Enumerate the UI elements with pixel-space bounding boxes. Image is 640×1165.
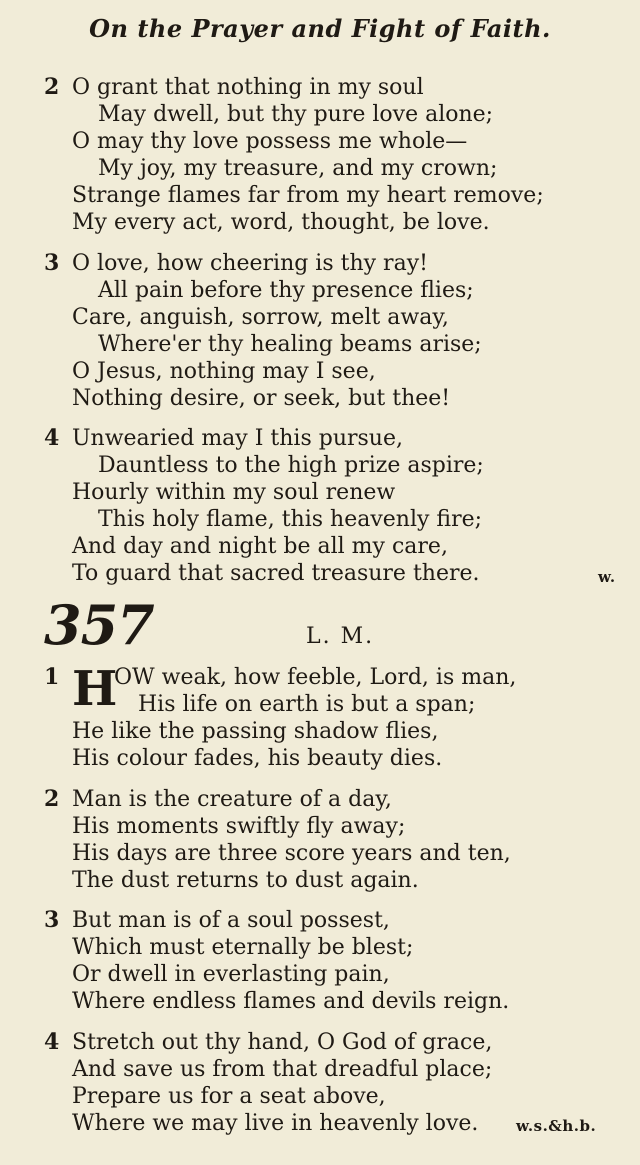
running-header: On the Prayer and Fight of Faith. xyxy=(89,14,551,43)
verse-line: To guard that sacred treasure there. xyxy=(72,561,480,586)
verse-line: Or dwell in everlasting pain, xyxy=(72,962,390,987)
verse-line: OW weak, how feeble, Lord, is man, xyxy=(114,665,517,690)
verse-line: This holy flame, this heavenly fire; xyxy=(98,507,483,532)
verse-line: Prepare us for a seat above, xyxy=(72,1084,386,1109)
stanza-number: 3 xyxy=(44,907,60,933)
verse-line: But man is of a soul possest, xyxy=(72,908,390,933)
verse-line: All pain before thy presence flies; xyxy=(98,278,474,303)
verse-line: Where we may live in heavenly love. xyxy=(72,1111,479,1136)
verse-line: Where endless flames and devils reign. xyxy=(72,989,510,1014)
verse-line: The dust returns to dust again. xyxy=(72,868,419,893)
verse-line: O love, how cheering is thy ray! xyxy=(72,251,428,276)
stanza-number: 4 xyxy=(44,1029,60,1055)
drop-cap: H xyxy=(72,661,118,717)
stanza-number: 3 xyxy=(44,250,60,276)
stanza-number: 1 xyxy=(44,664,60,690)
verse-line: O grant that nothing in my soul xyxy=(72,75,424,100)
stanza-357-3 xyxy=(44,907,634,1015)
verse-line: May dwell, but thy pure love alone; xyxy=(98,102,494,127)
verse-line: Strange flames far from my heart remove; xyxy=(72,183,544,208)
verse-line: Dauntless to the high prize aspire; xyxy=(98,453,484,478)
author-attribution: w. xyxy=(598,568,616,586)
verse-line: Man is the creature of a day, xyxy=(72,787,392,812)
verse-line: Unwearied may I this pursue, xyxy=(72,426,403,451)
verse-line: His days are three score years and ten, xyxy=(72,841,511,866)
author-attribution: w.s.&h.b. xyxy=(516,1117,597,1135)
verse-line: O Jesus, nothing may I see, xyxy=(72,359,376,384)
verse-line: Care, anguish, sorrow, melt away, xyxy=(72,305,449,330)
verse-line: Hourly within my soul renew xyxy=(72,480,396,505)
verse-line: My joy, my treasure, and my crown; xyxy=(98,156,498,181)
stanza-357-1 xyxy=(44,661,634,772)
stanza-357-2 xyxy=(44,786,634,894)
verse-line: His colour fades, his beauty dies. xyxy=(72,746,443,771)
hymn-number: 357 xyxy=(44,593,154,657)
verse-line: He like the passing shadow flies, xyxy=(72,719,439,744)
verse-line: Nothing desire, or seek, but thee! xyxy=(72,386,451,411)
verse-line: And day and night be all my care, xyxy=(72,534,448,559)
verse-line: Where'er thy healing beams arise; xyxy=(98,332,482,357)
verse-line: My every act, word, thought, be love. xyxy=(72,210,490,235)
verse-line: And save us from that dreadful place; xyxy=(72,1057,493,1082)
verse-line: O may thy love possess me whole— xyxy=(72,129,468,154)
verse-line: Stretch out thy hand, O God of grace, xyxy=(72,1030,493,1055)
verse-line: His moments swiftly fly away; xyxy=(72,814,406,839)
verse-line: Which must eternally be blest; xyxy=(72,935,414,960)
stanza-356-4 xyxy=(44,425,634,587)
verse-line: His life on earth is but a span; xyxy=(138,692,476,717)
stanza-number: 2 xyxy=(44,74,60,100)
stanza-number: 2 xyxy=(44,786,60,812)
stanza-356-2 xyxy=(44,74,634,236)
stanza-356-3 xyxy=(44,250,634,412)
stanza-number: 4 xyxy=(44,425,60,451)
hymn-meter: L. M. xyxy=(306,624,375,649)
